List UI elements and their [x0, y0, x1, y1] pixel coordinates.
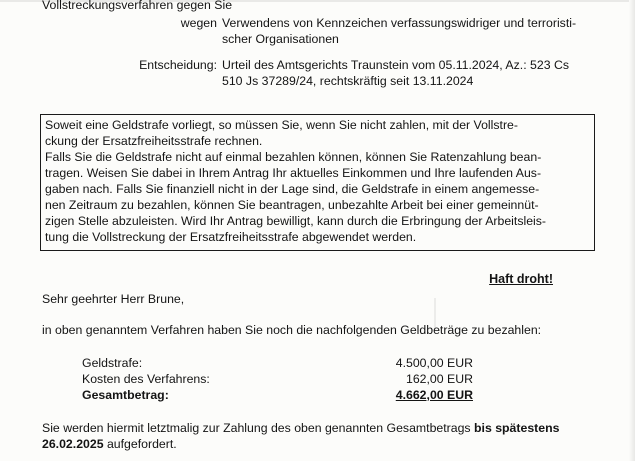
- closing-line1: [42, 421, 559, 436]
- entscheidung-label: Entscheidung:: [139, 58, 217, 72]
- kosten-value: 162,00 EUR: [406, 372, 473, 386]
- kosten-label: Kosten des Verfahrens:: [82, 372, 210, 386]
- notice-line: nen Zeitraum zu bezahlen, können Sie beantragen, unbezahlte Arbeit bei einer gemeinnüt-: [45, 198, 539, 212]
- proceeding-line: Vollstreckungsverfahren gegen Sie: [42, 0, 233, 12]
- wegen-text-line2: scher Organisationen: [222, 32, 339, 46]
- notice-line: tragen. Weisen Sie dabei in Ihrem Antrag Ihr aktuelles Einkommen und Ihre laufenden Aus-: [45, 166, 542, 180]
- intro-text: in oben genanntem Verfahren haben Sie noch die nachfolgenden Geldbeträge zu bezahlen:: [42, 323, 542, 337]
- entscheidung-text-line1: Urteil des Amtsgerichts Traunstein vom 05.11.2024, Az.: 523 Cs: [222, 58, 569, 72]
- deadline-date: 26.02.2025: [42, 437, 104, 451]
- closing-line2: [42, 437, 177, 452]
- notice-box: [40, 114, 595, 251]
- notice-line: ckung der Ersatzfreiheitsstrafe rechnen.: [45, 134, 263, 148]
- wegen-text-line1: Verwendens von Kennzeichen verfassungswidriger und terroristi-: [222, 16, 577, 30]
- wegen-label: wegen: [180, 16, 217, 30]
- gesamt-value: 4.662,00 EUR: [395, 388, 473, 402]
- notice-line: tung die Vollstreckung der Ersatzfreiheitsstrafe abgewendet werden.: [45, 230, 417, 244]
- notice-line: Falls Sie die Geldstrafe nicht auf einmal bezahlen können, können Sie Ratenzahlung bean-: [45, 150, 542, 164]
- haft-warning: Haft droht!: [489, 272, 553, 286]
- closing-text: Sie werden hiermit letztmalig zur Zahlung des oben genannten Gesamtbetrags: [42, 421, 475, 435]
- scan-right-edge: [629, 0, 635, 461]
- deadline-phrase: bis spätestens: [474, 421, 560, 435]
- geldstrafe-label: Geldstrafe:: [82, 356, 143, 370]
- entscheidung-text-line2: 510 Js 37289/24, rechtskräftig seit 13.11.2024: [222, 74, 474, 88]
- closing-text-end: aufgefordert.: [103, 437, 177, 451]
- salutation: Sehr geehrter Herr Brune,: [42, 292, 185, 306]
- gesamt-label: Gesamtbetrag:: [82, 388, 169, 402]
- notice-line: gaben nach. Falls Sie finanziell nicht in der Lage sind, die Geldstrafe in einem angemesse-: [45, 182, 540, 196]
- notice-line: zigen Stelle abzuleisten. Wird Ihr Antrag bewilligt, kann durch die Erbringung der Arbeitsleis-: [45, 214, 547, 228]
- geldstrafe-value: 4.500,00 EUR: [395, 356, 473, 370]
- notice-line: Soweit eine Geldstrafe vorliegt, so müssen Sie, wenn Sie nicht zahlen, mit der Vollstre-: [45, 118, 518, 132]
